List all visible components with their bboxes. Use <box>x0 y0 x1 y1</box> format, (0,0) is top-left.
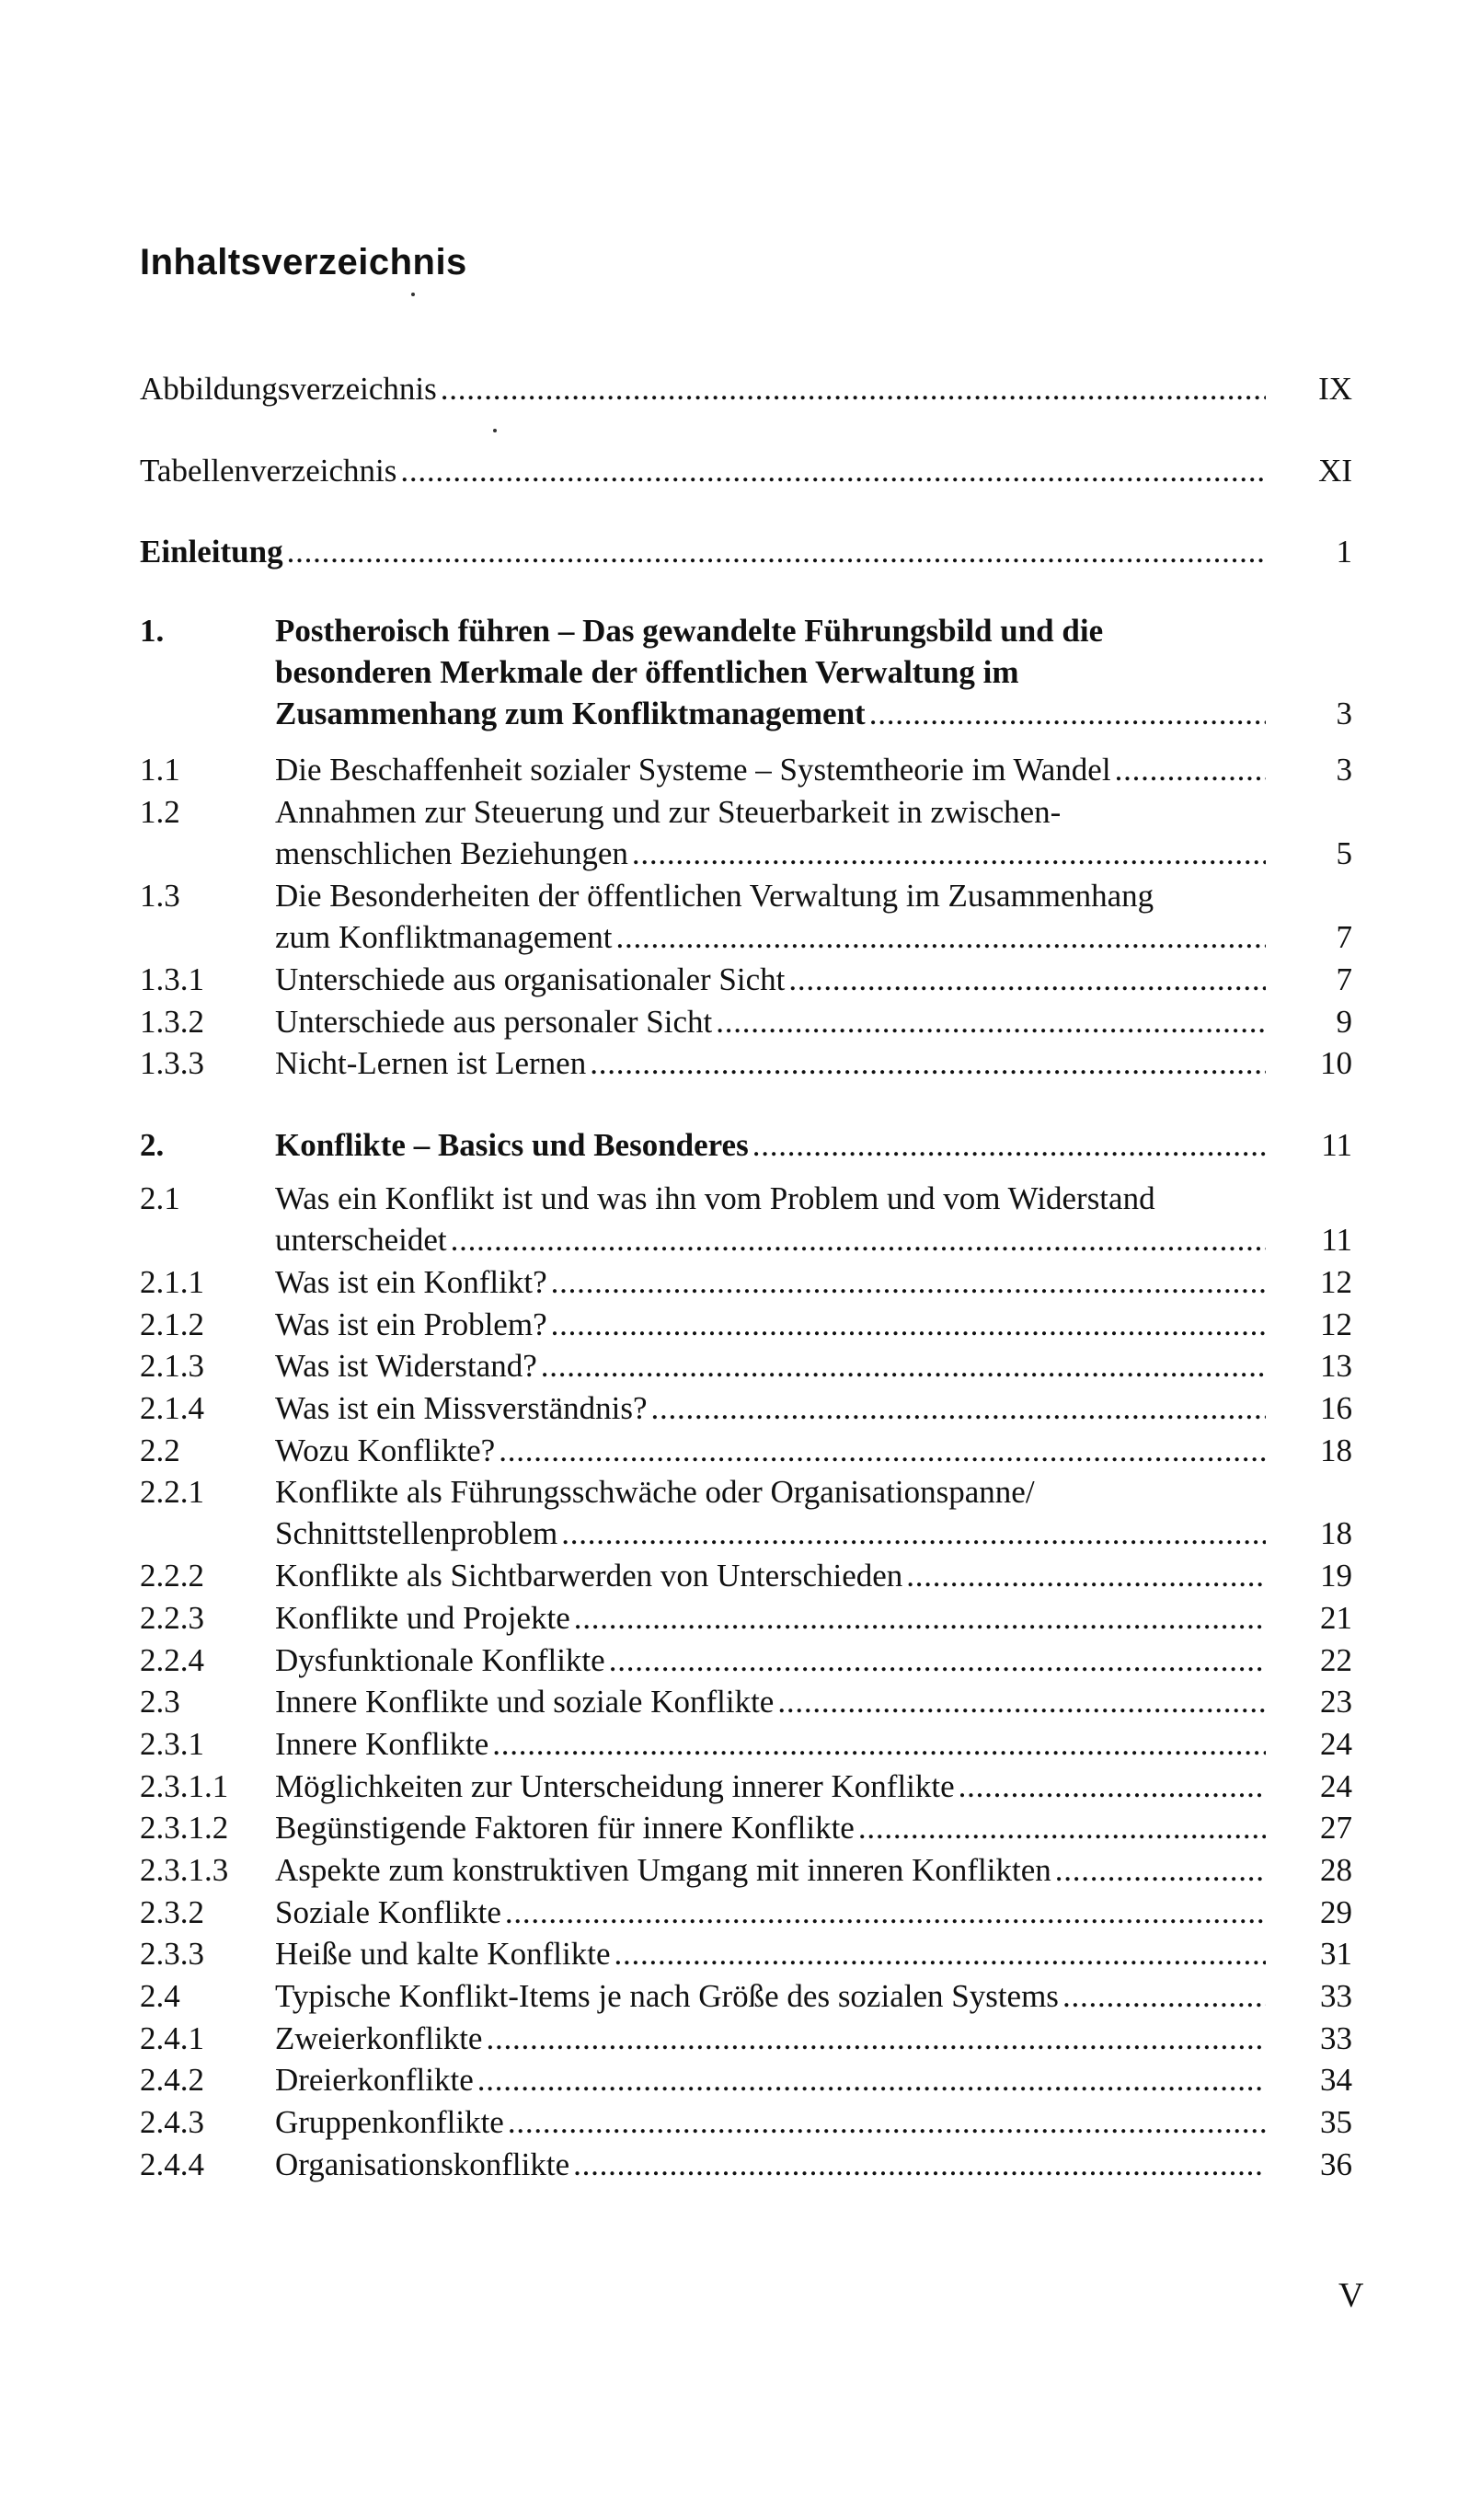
toc-entry <box>140 531 1352 572</box>
toc-entry-page: 33 <box>1320 1978 1352 2014</box>
toc-entry-line: Was ist ein Missverständnis? <box>275 1390 648 1426</box>
toc-entry-page: 23 <box>1320 1684 1352 1720</box>
toc-entry <box>140 2101 1352 2143</box>
toc-entry <box>140 1261 1352 1303</box>
toc-entry-line: Abbildungsverzeichnis <box>140 371 437 407</box>
dot-leader <box>561 1513 1266 1554</box>
toc-entry-line: Konflikte als Sichtbarwerden von Unterschieden <box>275 1558 903 1594</box>
toc-entry-page: 31 <box>1320 1936 1352 1972</box>
toc-entry-text <box>275 1001 1271 1042</box>
dot-leader <box>573 2144 1266 2185</box>
toc-entry-page: 3 <box>1336 752 1352 788</box>
toc-entry <box>140 791 1352 874</box>
dot-leader <box>499 1430 1266 1471</box>
toc-entry <box>140 1555 1352 1596</box>
toc-entry-page: 12 <box>1320 1306 1352 1342</box>
toc-entry-number: 2.1.3 <box>140 1348 204 1384</box>
toc-entry-number: 1.1 <box>140 752 180 788</box>
toc-entry-page: 11 <box>1321 1222 1352 1258</box>
toc-entry-line: Innere Konflikte und soziale Konflikte <box>275 1684 775 1720</box>
toc-entry-line: Zusammenhang zum Konfliktmanagement <box>275 696 866 731</box>
toc-entry-number: 2.3.1.2 <box>140 1810 229 1846</box>
toc-entry-page: 7 <box>1336 961 1352 997</box>
toc-entry-number: 2.1.2 <box>140 1306 204 1342</box>
dot-leader <box>441 368 1266 409</box>
toc-entry-page: 18 <box>1320 1515 1352 1551</box>
toc-entry-line: Was ist ein Konflikt? <box>275 1264 547 1300</box>
toc-entry <box>140 1849 1352 1891</box>
toc-entry-line: Aspekte zum konstruktiven Umgang mit inneren Konflikten <box>275 1852 1051 1888</box>
toc-entry <box>140 610 1352 734</box>
toc-entry-text <box>275 1124 1271 1166</box>
toc-entry-line: Tabellenverzeichnis <box>140 453 397 489</box>
toc-entry <box>140 1597 1352 1639</box>
toc-entry-page: 21 <box>1320 1600 1352 1636</box>
toc-entry-page: 24 <box>1320 1768 1352 1804</box>
toc-entry-page: 28 <box>1320 1852 1352 1888</box>
toc-entry <box>140 450 1352 491</box>
toc-entry-number: 1.3.2 <box>140 1004 204 1040</box>
dot-leader <box>505 1892 1266 1933</box>
toc-entry-number: 2.4.1 <box>140 2020 204 2056</box>
toc-entry <box>140 1178 1352 1260</box>
dot-leader <box>959 1766 1266 1807</box>
toc-entry-line: Typische Konflikt-Items je nach Größe des sozialen Systems <box>275 1978 1059 2014</box>
toc-entry-page: 34 <box>1320 2062 1352 2098</box>
dot-leader <box>858 1807 1266 1848</box>
dot-leader <box>615 916 1266 958</box>
toc-entry-line: Organisationskonflikte <box>275 2146 570 2182</box>
toc-entry-number: 2.3.3 <box>140 1936 204 1972</box>
toc-entry <box>140 1124 1352 1166</box>
toc-entry-text <box>275 2101 1271 2143</box>
toc-entry-text <box>275 2144 1271 2185</box>
dot-leader <box>1115 749 1266 790</box>
dot-leader <box>1055 1849 1266 1891</box>
dot-leader <box>716 1001 1266 1042</box>
toc-entry <box>140 1975 1352 2017</box>
dot-leader <box>1062 1975 1266 2017</box>
toc-entry-number: 1.2 <box>140 794 180 830</box>
toc-entry-page: 11 <box>1321 1127 1352 1163</box>
toc-entry-page: 7 <box>1336 919 1352 955</box>
toc-entry-number: 2.2.2 <box>140 1558 204 1594</box>
dot-leader <box>651 1387 1267 1429</box>
toc-entry-page: 33 <box>1320 2020 1352 2056</box>
toc-entry-page: 16 <box>1320 1390 1352 1426</box>
toc-entry-page: 1 <box>1336 534 1352 570</box>
toc-entry <box>140 1766 1352 1807</box>
toc-entry-text <box>275 1681 1271 1722</box>
toc-entry-number: 2.4.2 <box>140 2062 204 2098</box>
toc-entry-text <box>275 1471 1271 1554</box>
toc-entry-text <box>275 1975 1271 2017</box>
toc-entry-page: 29 <box>1320 1894 1352 1930</box>
toc-entry-number: 1.3 <box>140 878 180 914</box>
toc-entry-line: Annahmen zur Steuerung und zur Steuerbarkeit in zwischen- <box>275 794 1062 830</box>
dot-leader <box>486 2018 1266 2059</box>
toc-entry-line: Dreierkonflikte <box>275 2062 474 2098</box>
toc-entry-text <box>275 1387 1271 1429</box>
toc-entry <box>140 1345 1352 1387</box>
toc-entry-line: Gruppenkonflikte <box>275 2104 504 2140</box>
toc-entry-line: Einleitung <box>140 534 283 570</box>
toc-entry <box>140 1723 1352 1765</box>
toc-entry <box>140 2144 1352 2185</box>
toc-entry-number: 2.4.4 <box>140 2146 204 2182</box>
stray-dot <box>411 293 415 296</box>
toc-entry-line: Unterschiede aus organisationaler Sicht <box>275 961 786 997</box>
toc-entry-page: 35 <box>1320 2104 1352 2140</box>
dot-leader <box>541 1345 1266 1387</box>
toc-entry-number: 2. <box>140 1127 165 1163</box>
toc-entry-page: 19 <box>1320 1558 1352 1594</box>
toc-entry-text <box>275 1430 1271 1471</box>
toc-entry-page: 12 <box>1320 1264 1352 1300</box>
stray-dot <box>493 429 497 432</box>
dot-leader <box>869 693 1266 734</box>
page-title: Inhaltsverzeichnis <box>140 242 467 282</box>
toc-entry-line: Schnittstellenproblem <box>275 1515 558 1551</box>
toc-entry <box>140 1640 1352 1681</box>
dot-leader <box>590 1042 1266 1084</box>
toc-entry-text <box>275 1766 1271 1807</box>
dot-leader <box>287 531 1266 572</box>
toc-entry-text <box>275 1640 1271 1681</box>
toc-entry-line: Was ein Konflikt ist und was ihn vom Problem und vom Widerstand <box>275 1180 1155 1216</box>
dot-leader <box>400 450 1266 491</box>
toc-entry-number: 1.3.1 <box>140 961 204 997</box>
toc-entry-number: 1. <box>140 613 165 649</box>
toc-entry-number: 2.3 <box>140 1684 180 1720</box>
toc-entry-line: Dysfunktionale Konflikte <box>275 1642 605 1678</box>
toc-entry-page: XI <box>1318 453 1352 489</box>
toc-entry-text <box>275 875 1271 958</box>
dot-leader <box>551 1304 1266 1345</box>
toc-entry-page: 10 <box>1320 1045 1352 1081</box>
toc-entry <box>140 2059 1352 2100</box>
toc-entry-line: Zweierkonflikte <box>275 2020 483 2056</box>
toc-entry-line: Konflikte – Basics und Besonderes <box>275 1127 749 1163</box>
dot-leader <box>477 2059 1266 2100</box>
toc-entry-text <box>275 1933 1271 1974</box>
toc-entry <box>140 1430 1352 1471</box>
toc-entry-page: 18 <box>1320 1433 1352 1468</box>
toc-entry-text <box>275 1892 1271 1933</box>
toc-entry-number: 2.3.1.3 <box>140 1852 229 1888</box>
toc-entry <box>140 1387 1352 1429</box>
toc-entry-line: Was ist Widerstand? <box>275 1348 537 1384</box>
toc-entry-line: Konflikte als Führungsschwäche oder Organisationspanne/ <box>275 1474 1035 1510</box>
toc-entry <box>140 1933 1352 1974</box>
dot-leader <box>752 1124 1266 1166</box>
dot-leader <box>551 1261 1266 1303</box>
toc-entry-line: Konflikte und Projekte <box>275 1600 570 1636</box>
toc-entry-line: Möglichkeiten zur Unterscheidung innerer Konflikte <box>275 1768 955 1804</box>
toc-entry-number: 2.1.1 <box>140 1264 204 1300</box>
toc-entry <box>140 875 1352 958</box>
toc-entry-text <box>275 2059 1271 2100</box>
toc-entry-page: 9 <box>1336 1004 1352 1040</box>
toc-entry <box>140 368 1352 409</box>
toc-entry-text <box>275 1261 1271 1303</box>
toc-entry <box>140 1681 1352 1722</box>
toc-entry-line: menschlichen Beziehungen <box>275 835 628 871</box>
dot-leader <box>632 833 1266 874</box>
toc-entry <box>140 1471 1352 1554</box>
toc-entry-line: Postheroisch führen – Das gewandelte Führungsbild und die <box>275 613 1104 649</box>
toc-entry-number: 2.4.3 <box>140 2104 204 2140</box>
toc-entry-line: besonderen Merkmale der öffentlichen Verwaltung im <box>275 654 1019 690</box>
toc-entry <box>140 1304 1352 1345</box>
toc-entry-text <box>275 1345 1271 1387</box>
toc-entry-text <box>275 1304 1271 1345</box>
toc-entry-text <box>275 1849 1271 1891</box>
toc-entry-line: unterscheidet <box>275 1222 447 1258</box>
toc-entry-line: Heiße und kalte Konflikte <box>275 1936 611 1972</box>
toc-entry-number: 2.3.1 <box>140 1726 204 1762</box>
dot-leader <box>777 1681 1266 1722</box>
dot-leader <box>574 1597 1266 1639</box>
toc-entry-page: 27 <box>1320 1810 1352 1846</box>
toc-entry-line: Soziale Konflikte <box>275 1894 501 1930</box>
toc-entry-text <box>275 1042 1271 1084</box>
toc-entry-page: IX <box>1318 371 1352 407</box>
toc-entry-number: 2.2.1 <box>140 1474 204 1510</box>
toc-entry-line: Unterschiede aus personaler Sicht <box>275 1004 713 1040</box>
toc-entry-text <box>275 2018 1271 2059</box>
toc-entry <box>140 1042 1352 1084</box>
toc-entry <box>140 749 1352 790</box>
toc-entry <box>140 959 1352 1000</box>
dot-leader <box>788 959 1266 1000</box>
toc-entry-text <box>275 1555 1271 1596</box>
toc-entry-number: 2.4 <box>140 1978 180 2014</box>
toc-entry-page: 3 <box>1336 696 1352 731</box>
toc-entry-text <box>140 450 1271 491</box>
toc-entry-number: 2.2.3 <box>140 1600 204 1636</box>
toc-entry-number: 2.1 <box>140 1180 180 1216</box>
toc-entry-page: 24 <box>1320 1726 1352 1762</box>
toc-entry-line: Die Beschaffenheit sozialer Systeme – Systemtheorie im Wandel <box>275 752 1111 788</box>
toc-entry-text <box>275 791 1271 874</box>
page-number: V <box>1338 2276 1364 2315</box>
toc-entry <box>140 2018 1352 2059</box>
toc-entry-line: zum Konfliktmanagement <box>275 919 613 955</box>
toc-entry-line: Begünstigende Faktoren für innere Konflikte <box>275 1810 855 1846</box>
toc-entry-page: 5 <box>1336 835 1352 871</box>
toc-entry-number: 2.3.2 <box>140 1894 204 1930</box>
dot-leader <box>451 1219 1266 1260</box>
toc-entry <box>140 1892 1352 1933</box>
toc-entry-text <box>275 1723 1271 1765</box>
toc-entry-line: Nicht-Lernen ist Lernen <box>275 1045 587 1081</box>
dot-leader <box>492 1723 1266 1765</box>
toc-entry-number: 2.3.1.1 <box>140 1768 229 1804</box>
toc-entry-line: Was ist ein Problem? <box>275 1306 547 1342</box>
dot-leader <box>614 1933 1266 1974</box>
toc-entry-page: 13 <box>1320 1348 1352 1384</box>
toc-entry-line: Die Besonderheiten der öffentlichen Verwaltung im Zusammenhang <box>275 878 1154 914</box>
toc-entry-number: 2.2 <box>140 1433 180 1468</box>
toc-entry <box>140 1807 1352 1848</box>
dot-leader <box>508 2101 1266 2143</box>
toc-entry-page: 22 <box>1320 1642 1352 1678</box>
dot-leader <box>609 1640 1266 1681</box>
toc-entry-line: Wozu Konflikte? <box>275 1433 496 1468</box>
toc-entry-text <box>275 749 1271 790</box>
toc-entry-line: Innere Konflikte <box>275 1726 489 1762</box>
toc-entry-text <box>275 1807 1271 1848</box>
toc-entry-text <box>275 1178 1271 1260</box>
toc-entry-text <box>140 368 1271 409</box>
toc-entry-number: 2.2.4 <box>140 1642 204 1678</box>
toc-entry-text <box>140 531 1271 572</box>
toc-entry <box>140 1001 1352 1042</box>
toc-entry-text <box>275 610 1271 734</box>
toc-entry-number: 1.3.3 <box>140 1045 204 1081</box>
dot-leader <box>906 1555 1266 1596</box>
toc-entry-text <box>275 1597 1271 1639</box>
toc-entry-number: 2.1.4 <box>140 1390 204 1426</box>
toc-entry-page: 36 <box>1320 2146 1352 2182</box>
toc-entry-text <box>275 959 1271 1000</box>
